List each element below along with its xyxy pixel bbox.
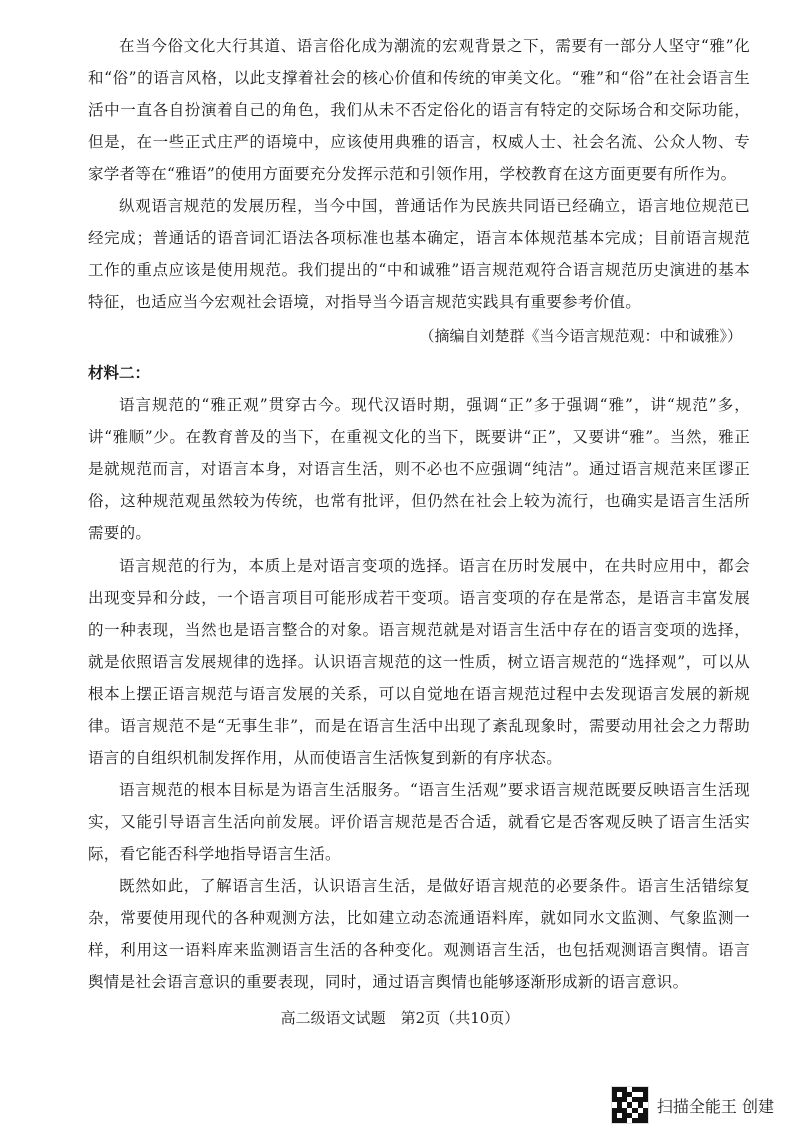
paragraph-top-1: 在当今俗文化大行其道、语言俗化成为潮流的宏观背景之下，需要有一部分人坚守“雅”化和“俗”的语言风格，以此支撑着社会的核心价值和传统的审美文化。“雅”和“俗”在社会语言生活中一直各自扮演着自己的角色，我们从未不否定俗化的语言有特定的交际场合和交际功能，但是，在一些正式庄严的语境中，应该使用典雅的语言，权威人士、社会名流、公众人物、专家学者等在“雅语”的使用方面要充分发挥示范和引领作用，学校教育在这方面更要有所作为。	[88, 37, 750, 183]
source-citation: （摘编自刘楚群《当今语言规范观：中和诚雅》）	[419, 327, 742, 345]
scanner-watermark	[611, 1086, 774, 1124]
paragraph-top-2: 纵观语言规范的发展历程，当今中国，普通话作为民族共同语已经确立，语言地位规范已经完成；普通话的语音词汇语法各项标准也基本确定，语言本体规范基本完成；目前语言规范工作的重点应该是使用规范。我们提出的“中和诚雅”语言规范观符合语言规范历史演进的基本特征，也适应当今宏观社会语境，对指导当今语言规范实践具有重要参考价值。	[88, 197, 750, 311]
paragraph-bottom-4: 既然如此，了解语言生活，认识语言生活，是做好语言规范的必要条件。语言生活错综复杂，常要使用现代的各种观测方法，比如建立动态流通语料库，就如同水文监测、气象监测一样，利用这一语料库来监测语言生活的各种变化。观测语言生活，也包括观测语言舆情。语言舆情是社会语言意识的重要表现，同时，通过语言舆情也能够逐渐形成新的语言意识。	[88, 877, 750, 991]
paragraph-bottom-1: 语言规范的“雅正观”贯穿古今。现代汉语时期，强调“正”多于强调“雅”，讲“规范”多，讲“雅顺”少。在教育普及的当下，在重视文化的当下，既要讲“正”，又要讲“雅”。当然，雅正是就规范而言，对语言本身，对语言生活，则不必也不应强调“纯洁”。通过语言规范来匡谬正俗，这种规范观虽然较为传统，也常有批评，但仍然在社会上较为流行，也确实是语言生活所需要的。	[88, 396, 750, 542]
paragraph-bottom-2: 语言规范的行为，本质上是对语言变项的选择。语言在历时发展中，在共时应用中，都会出现变异和分歧，一个语言项目可能形成若干变项。语言变项的存在是常态，是语言丰富发展的一种表现，当然也是语言整合的对象。语言规范就是对语言生活中存在的语言变项的选择，就是依照语言发展规律的选择。认识语言规范的这一性质，树立语言规范的“选择观”，可以从根本上摆正语言规范与语言发展的关系，可以自觉地在语言规范过程中去发现语言发展的新规律。语言规范不是“无事生非”，而是在语言生活中出现了紊乱现象时，需要动用社会之力帮助语言的自组织机制发挥作用，从而使语言生活恢复到新的有序状态。	[88, 557, 750, 767]
page-footer: 高二级语文试题 第2页（共10页）	[280, 1009, 520, 1027]
paragraph-bottom-3: 语言规范的根本目标是为语言生活服务。“语言生活观”要求语言规范既要反映语言生活现实，又能引导语言生活向前发展。评价语言规范是否合适，就看它是否客观反映了语言生活实际，看它能否科学地指导语言生活。	[88, 781, 750, 863]
scanner-label: 扫描全能王 创建	[656, 1096, 774, 1116]
qr-code-icon	[611, 1086, 649, 1124]
section-heading: 材料二：	[88, 363, 151, 382]
